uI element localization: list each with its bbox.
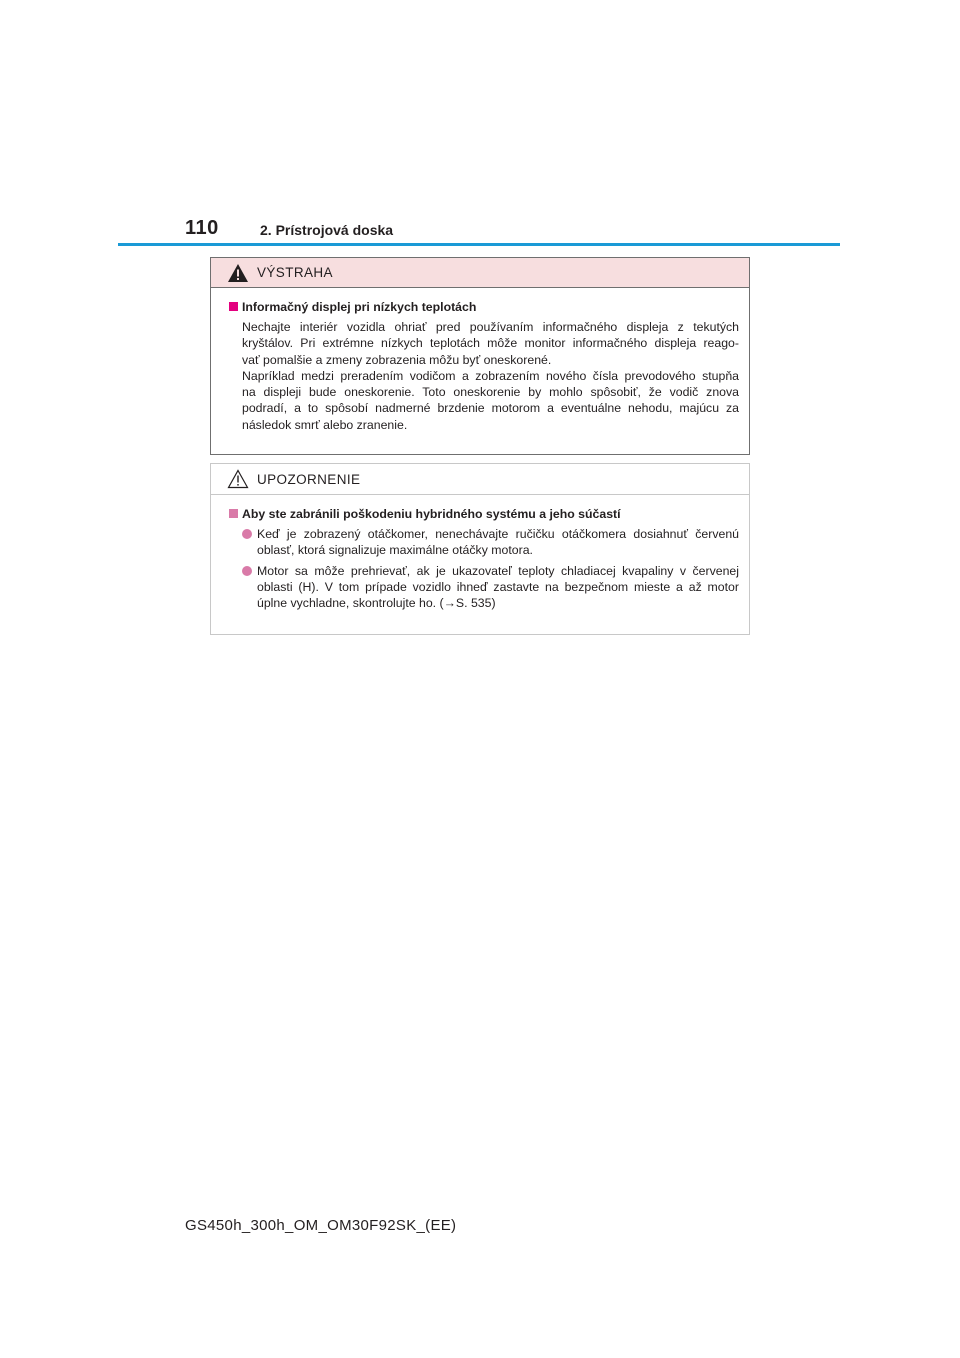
- page-number: 110: [185, 217, 219, 239]
- round-bullet-icon: [242, 529, 252, 539]
- notice-body: [211, 495, 749, 611]
- warning-body: [211, 288, 749, 433]
- section-title: 2. Prístrojová doska: [260, 222, 394, 238]
- notice-title: UPOZORNENIE: [257, 471, 361, 487]
- warning-line: kryštálov. Pri extrémne nízkych teplotách môže monitor informačného displeja reago-: [242, 336, 739, 351]
- header-rule: [118, 243, 840, 246]
- notice-bullet-text: [257, 563, 739, 612]
- notice-bullet: [242, 563, 739, 612]
- warning-triangle-filled-icon: [227, 263, 251, 283]
- notice-line: Keď je zobrazený otáčkomer, nenechávajte ručičku otáčkomera dosiahnuť červenú: [257, 527, 739, 541]
- warning-line: následok smrť alebo zranenie.: [242, 417, 408, 432]
- notice-heading-text: Aby ste zabránili poškodeniu hybridného systému a jeho súčastí: [242, 507, 621, 521]
- square-bullet-icon: [229, 509, 238, 518]
- warning-triangle-outline-icon: [227, 469, 251, 489]
- notice-line: oblasť, ktorá signalizuje maximálne otáčky motora.: [257, 543, 533, 558]
- warning-box: [210, 257, 750, 455]
- warning-line: Napríklad medzi preradením vodičom a zobrazením nového čísla prevodového stupňa: [242, 368, 739, 383]
- document-code: GS450h_300h_OM_OM30F92SK_(EE): [185, 1217, 457, 1234]
- notice-box: [210, 463, 750, 635]
- page-header: [0, 0, 960, 250]
- notice-box-header: [211, 464, 749, 495]
- warning-line: vať pomalšie a zmeny zobrazenia môžu byť oneskorené.: [242, 352, 552, 367]
- notice-line: úplne vychladne, skontrolujte ho. (→S. 535): [257, 596, 496, 611]
- warning-line: na displeji bude oneskorenie. Toto oneskorenie by mohlo spôsobiť, že vodič znova: [242, 385, 739, 400]
- notice-bullet-text: [257, 526, 739, 559]
- warning-box-header: [211, 258, 749, 288]
- warning-heading: [229, 300, 739, 314]
- warning-line: Nechajte interiér vozidla ohriať pred používaním informačného displeja z tekutých: [242, 320, 739, 334]
- round-bullet-icon: [242, 566, 252, 576]
- warning-title: VÝSTRAHA: [257, 265, 333, 280]
- warning-line: podradí, a to spôsobí nadmerné brzdenie motorom a eventuálne nehodu, majúcu za: [242, 401, 739, 416]
- square-bullet-icon: [229, 302, 238, 311]
- notice-line: Motor sa môže prehrievať, ak je ukazovateľ teploty chladiacej kvapaliny v červenej: [257, 563, 739, 578]
- notice-bullet: [242, 526, 739, 559]
- warning-paragraph: [242, 319, 739, 433]
- notice-line: oblasti (H). V tom prípade vozidlo ihneď zastavte na bezpečnom mieste a až motor: [257, 579, 739, 594]
- notice-heading: [229, 507, 739, 521]
- warning-heading-text: Informačný displej pri nízkych teplotách: [242, 300, 477, 314]
